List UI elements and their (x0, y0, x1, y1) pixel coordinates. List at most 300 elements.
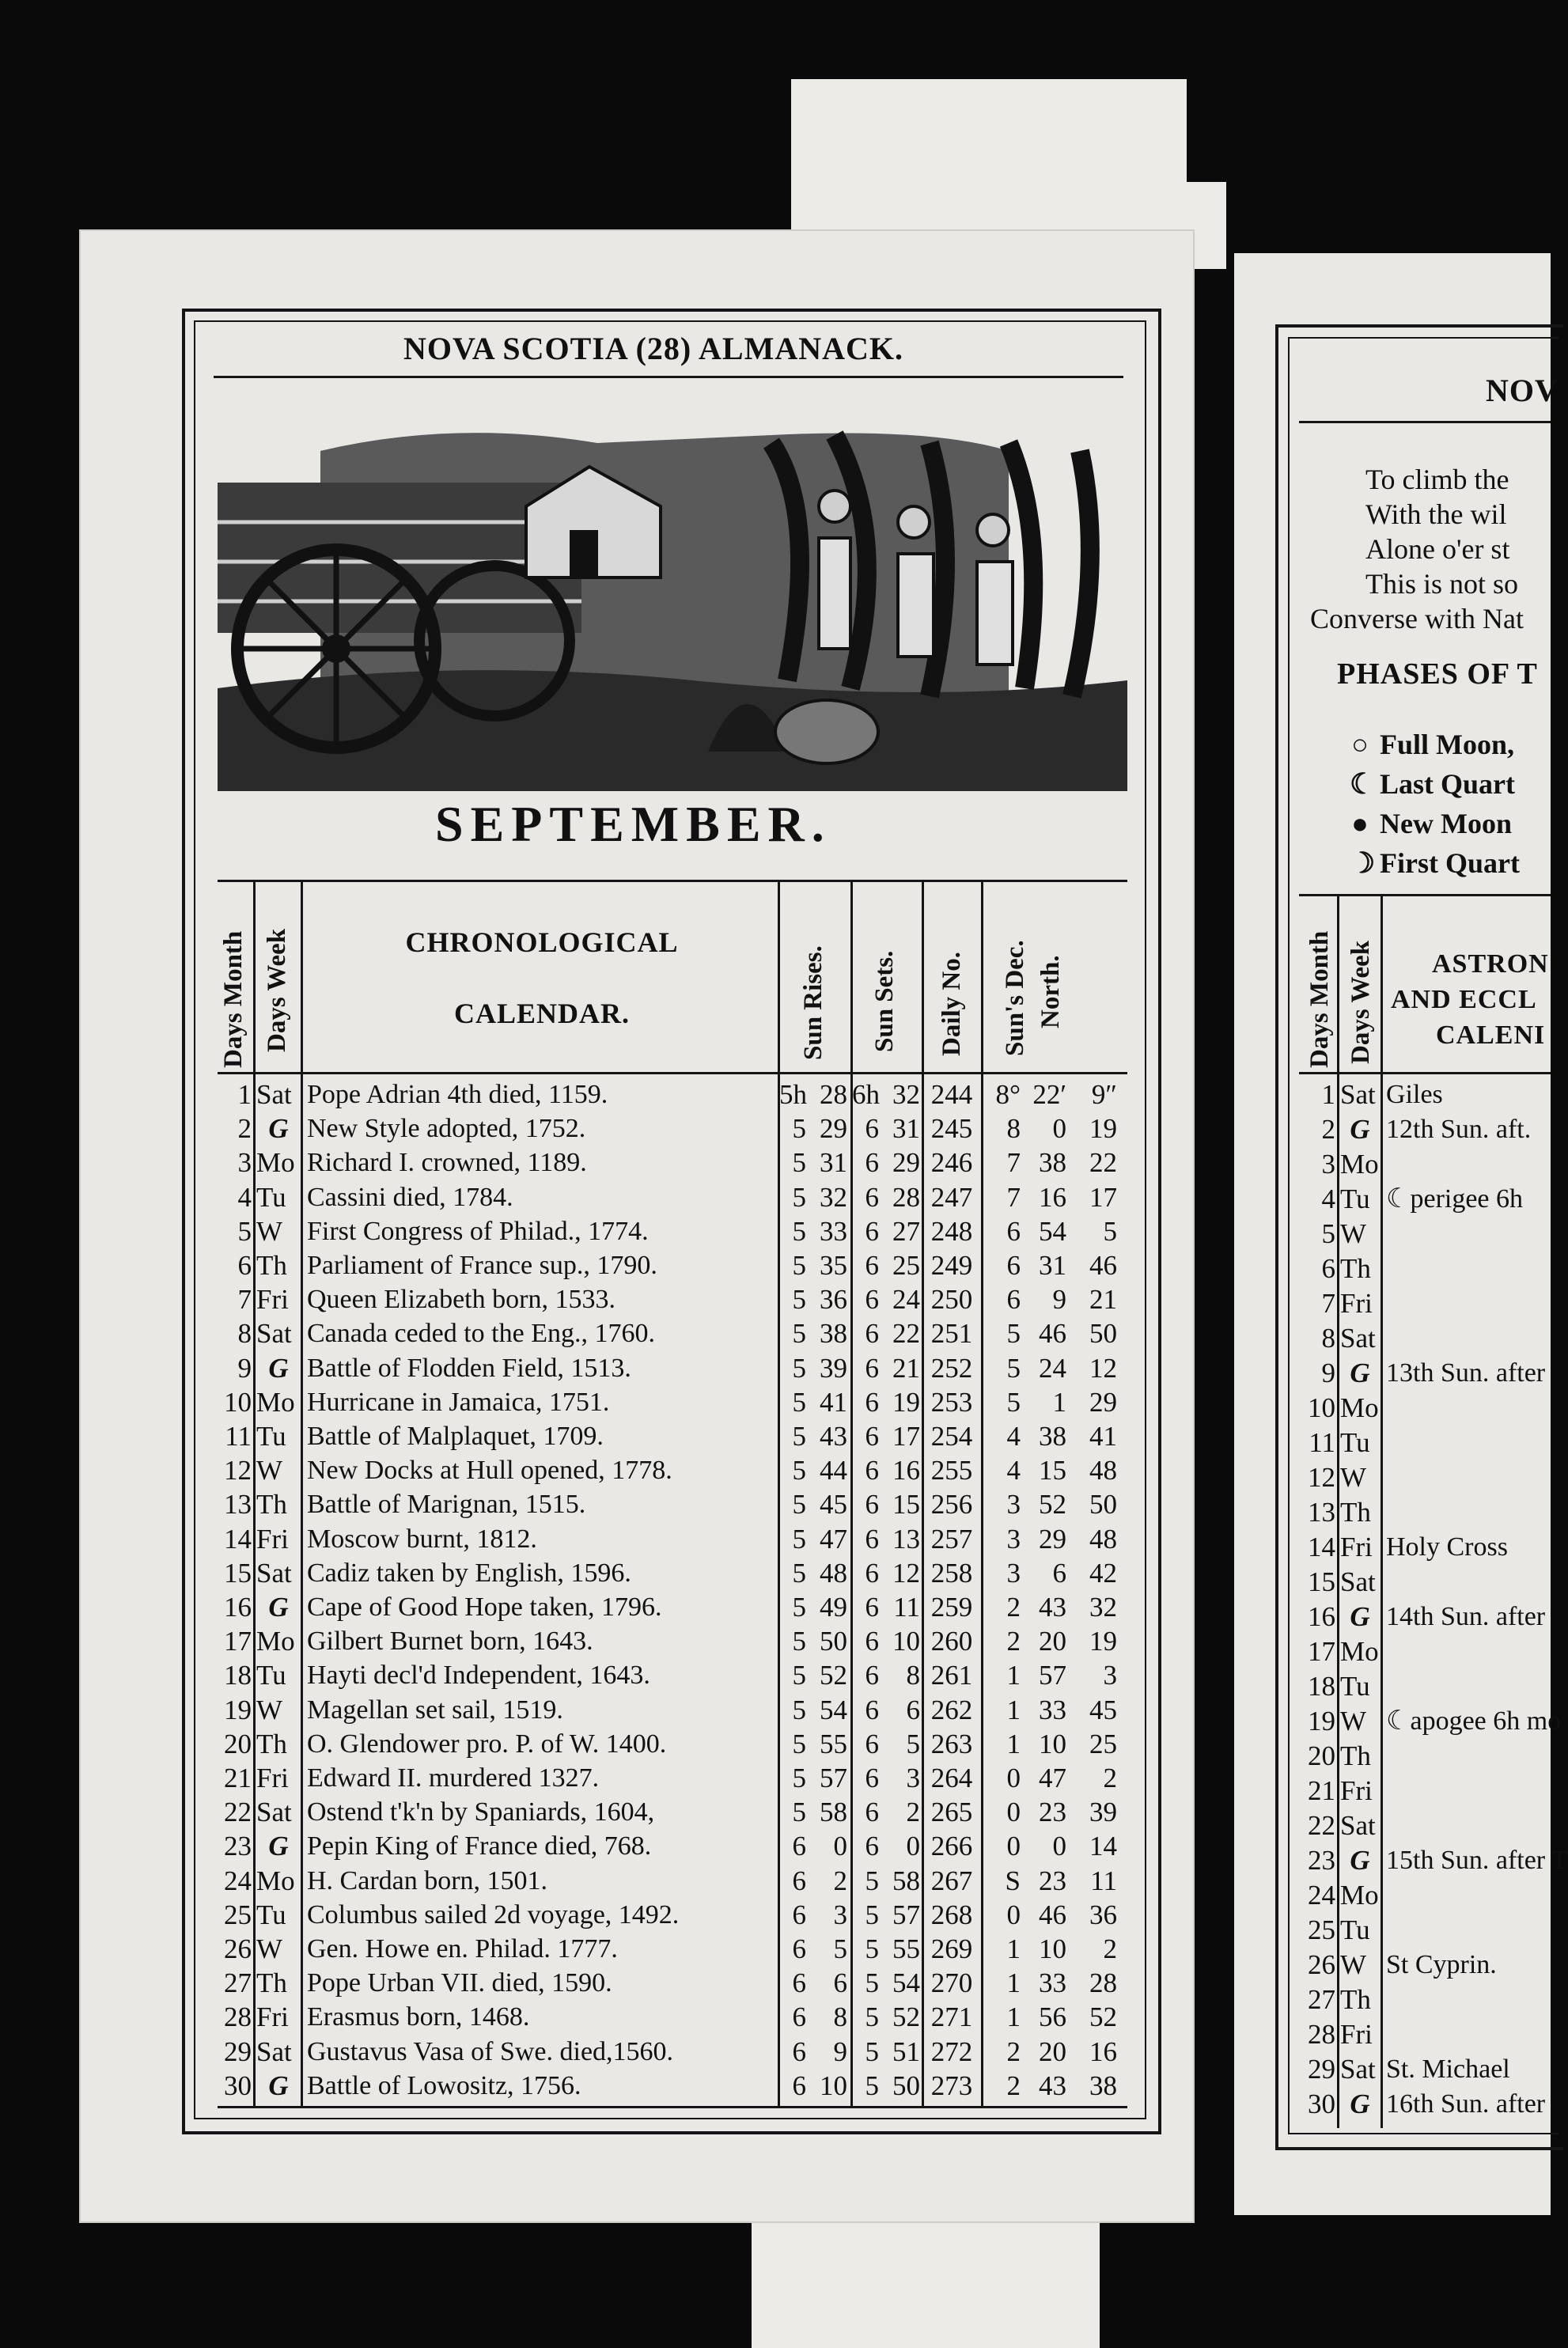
daily-number: 272 (930, 2036, 973, 2067)
sun-rises-hour: 6 (792, 1967, 806, 1999)
sun-rises-hour: 5 (792, 1694, 806, 1725)
day-of-month: 22 (1308, 1810, 1335, 1841)
day-of-week: Mo (1340, 1392, 1379, 1423)
day-of-week: Fri (256, 1523, 289, 1555)
sun-sets-minute: 22 (892, 1318, 920, 1350)
sun-rises-hour: 6 (792, 1899, 806, 1930)
day-of-month: 22 (224, 1797, 252, 1828)
day-of-month: 4 (1321, 1183, 1335, 1214)
day-of-week: G (1350, 1845, 1370, 1876)
right-col-days-month: Days Month (1305, 930, 1334, 1068)
right-col-divider-2 (1381, 894, 1383, 2128)
sun-sets-hour: 6 (865, 1318, 879, 1350)
day-of-month: 6 (1321, 1253, 1335, 1284)
chronological-event: Gen. Howe en. Philad. 1777. (307, 1934, 618, 1964)
declination-minutes: 47 (1039, 1763, 1066, 1793)
sun-rises-minute: 3 (833, 1899, 847, 1930)
daily-number: 268 (930, 1899, 973, 1930)
sun-sets-minute: 31 (892, 1113, 920, 1145)
declination-minutes: 57 (1039, 1660, 1066, 1691)
right-col-cal-line3: CALENI (1436, 1021, 1546, 1050)
declination-seconds: 48 (1089, 1455, 1117, 1486)
sun-rises-hour: 5 (792, 1215, 806, 1247)
sun-rises-minute: 29 (820, 1113, 847, 1145)
sun-rises-minute: 43 (820, 1421, 847, 1452)
left-page (79, 229, 1195, 2223)
sun-sets-hour: 6 (865, 1626, 879, 1657)
declination-minutes: 33 (1039, 1967, 1066, 1999)
day-of-week: W (1340, 1218, 1367, 1249)
day-of-week: Sat (256, 1557, 292, 1589)
full-moon-icon: ○ (1351, 729, 1369, 760)
sun-rises-hour: 5h (779, 1079, 807, 1110)
declination-seconds: 5 (1103, 1215, 1117, 1247)
right-col-days-week: Days Week (1346, 940, 1375, 1064)
ecclesiastical-entry: ☾perigee 6h (1386, 1184, 1524, 1214)
ecclesiastical-entry: 14th Sun. after (1386, 1602, 1546, 1631)
declination-degrees: 8° (995, 1079, 1021, 1110)
sun-sets-minute: 24 (892, 1284, 920, 1316)
sun-rises-minute: 5 (833, 1933, 847, 1964)
sun-rises-hour: 5 (792, 1352, 806, 1384)
day-of-week: Sat (256, 1318, 292, 1350)
sun-rises-hour: 5 (792, 1763, 806, 1793)
sun-rises-minute: 38 (820, 1318, 847, 1350)
day-of-month: 4 (237, 1181, 252, 1213)
sun-rises-hour: 6 (792, 2070, 806, 2101)
ecclesiastical-entry: 16th Sun. after (1386, 2089, 1546, 2119)
sun-sets-hour: 6 (865, 1557, 879, 1589)
sun-rises-hour: 6 (792, 2036, 806, 2067)
chronological-event: First Congress of Philad., 1774. (307, 1216, 649, 1246)
moon-phase-item (1350, 846, 1520, 880)
sun-rises-hour: 5 (792, 1660, 806, 1691)
day-of-month: 16 (224, 1592, 252, 1623)
declination-degrees: 5 (1006, 1386, 1021, 1418)
day-of-month: 19 (224, 1694, 252, 1725)
sun-rises-hour: 6 (792, 2001, 806, 2033)
sun-sets-minute: 57 (892, 1899, 920, 1930)
sun-rises-minute: 52 (820, 1660, 847, 1691)
day-of-week: Mo (1340, 1636, 1379, 1667)
declination-minutes: 24 (1039, 1352, 1066, 1384)
day-of-week: Tu (1340, 1183, 1370, 1214)
ecclesiastical-entry: 13th Sun. after (1386, 1358, 1546, 1388)
sun-sets-minute: 15 (892, 1489, 920, 1521)
declination-minutes: 29 (1039, 1523, 1066, 1555)
sun-sets-minute: 21 (892, 1352, 920, 1384)
day-of-week: W (1340, 1706, 1367, 1736)
chronological-event: Pope Urban VII. died, 1590. (307, 1968, 612, 1998)
daily-number: 267 (930, 1865, 973, 1896)
moon-phase-label: New Moon (1380, 808, 1512, 839)
day-of-week: G (268, 1592, 289, 1623)
col-days-month: Days Month (219, 930, 248, 1068)
declination-degrees: 4 (1006, 1421, 1021, 1452)
sun-rises-minute: 35 (820, 1250, 847, 1281)
sun-rises-minute: 48 (820, 1557, 847, 1589)
day-of-week: Tu (1340, 1914, 1370, 1945)
chronological-event: Richard I. crowned, 1189. (307, 1148, 587, 1178)
day-of-week: G (1350, 2089, 1370, 2119)
sun-sets-hour: 6 (865, 1352, 879, 1384)
declination-degrees: 1 (1006, 1660, 1021, 1691)
declination-minutes: 10 (1039, 1933, 1066, 1964)
declination-minutes: 38 (1039, 1147, 1066, 1179)
day-of-week: Fri (256, 2001, 289, 2033)
sun-rises-minute: 6 (833, 1967, 847, 1999)
day-of-week: Sat (1340, 1323, 1376, 1354)
day-of-week: Fri (1340, 2019, 1373, 2050)
day-of-week: W (256, 1933, 283, 1964)
daily-number: 254 (930, 1421, 973, 1452)
day-of-week: Sat (256, 1079, 292, 1110)
sun-rises-hour: 5 (792, 1284, 806, 1316)
sun-sets-hour: 6 (865, 1386, 879, 1418)
declination-seconds: 48 (1089, 1523, 1117, 1555)
sun-rises-hour: 5 (792, 1797, 806, 1828)
sun-sets-hour: 6 (865, 1284, 879, 1316)
chronological-event: Edward II. murdered 1327. (307, 1763, 600, 1793)
day-of-month: 27 (224, 1967, 252, 1999)
declination-seconds: 2 (1103, 1763, 1117, 1793)
sun-sets-hour: 5 (865, 2001, 879, 2033)
daily-number: 256 (930, 1489, 973, 1521)
sun-rises-minute: 2 (833, 1865, 847, 1896)
poem-line: With the wil (1365, 498, 1507, 530)
sun-sets-minute: 27 (892, 1215, 920, 1247)
declination-degrees: 2 (1006, 1592, 1021, 1623)
declination-degrees: 7 (1006, 1147, 1021, 1179)
day-of-month: 6 (237, 1250, 252, 1281)
col-sun-sets: Sun Sets. (870, 950, 899, 1052)
sun-rises-minute: 41 (820, 1386, 847, 1418)
sun-sets-hour: 6 (865, 1250, 879, 1281)
sun-rises-minute: 31 (820, 1147, 847, 1179)
day-of-month: 25 (224, 1899, 252, 1930)
almanack-header: NOVA SCOTIA (28) ALMANACK. (403, 331, 903, 366)
day-of-month: 29 (224, 2036, 252, 2067)
day-of-week: W (1340, 1949, 1367, 1980)
day-of-month: 19 (1308, 1706, 1335, 1736)
daily-number: 269 (930, 1933, 973, 1964)
right-header-rule (1299, 421, 1551, 423)
day-of-month: 1 (1321, 1079, 1335, 1110)
sun-rises-minute: 36 (820, 1284, 847, 1316)
day-of-month: 23 (224, 1831, 252, 1862)
sun-rises-minute: 54 (820, 1694, 847, 1725)
declination-seconds: 39 (1089, 1797, 1117, 1828)
declination-minutes: 23 (1039, 1797, 1066, 1828)
sun-sets-minute: 50 (892, 2070, 920, 2101)
declination-seconds: 32 (1089, 1592, 1117, 1623)
day-of-week: Sat (1340, 1079, 1376, 1110)
declination-seconds: 19 (1089, 1626, 1117, 1657)
sun-rises-hour: 6 (792, 1831, 806, 1862)
sun-rises-minute: 32 (820, 1181, 847, 1213)
day-of-month: 8 (237, 1318, 252, 1350)
chronological-event: Gustavus Vasa of Swe. died,1560. (307, 2036, 674, 2066)
sun-sets-minute: 25 (892, 1250, 920, 1281)
ecclesiastical-entry: 15th Sun. after T (1386, 1846, 1568, 1875)
right-page (1234, 253, 1568, 2215)
chronological-event: New Docks at Hull opened, 1778. (307, 1456, 672, 1486)
day-of-week: G (268, 1113, 289, 1145)
chronological-event: Cadiz taken by English, 1596. (307, 1558, 631, 1588)
sun-sets-hour: 6 (865, 1523, 879, 1555)
declination-degrees: 2 (1006, 1626, 1021, 1657)
chronological-event: Pepin King of France died, 768. (307, 1831, 652, 1861)
declination-minutes: 16 (1039, 1181, 1066, 1213)
table-head-bottom-rule (218, 1072, 1127, 1074)
daily-number: 253 (930, 1386, 973, 1418)
declination-degrees: 6 (1006, 1250, 1021, 1281)
declination-seconds: 12 (1089, 1352, 1117, 1384)
day-of-month: 9 (237, 1352, 252, 1384)
day-of-month: 3 (237, 1147, 252, 1179)
day-of-week: Th (256, 1250, 287, 1281)
day-of-week: Fri (1340, 1532, 1373, 1562)
day-of-month: 15 (1308, 1566, 1335, 1597)
moon-phase-label: Full Moon, (1380, 729, 1515, 760)
declination-degrees: 0 (1006, 1831, 1021, 1862)
chronological-event: Hurricane in Jamaica, 1751. (307, 1387, 610, 1417)
day-of-month: 1 (237, 1079, 252, 1110)
day-of-week: W (256, 1455, 283, 1486)
day-of-month: 23 (1308, 1845, 1335, 1876)
daily-number: 263 (930, 1728, 973, 1759)
day-of-month: 25 (1308, 1914, 1335, 1945)
sun-rises-hour: 5 (792, 1421, 806, 1452)
chronological-event: Gilbert Burnet born, 1643. (307, 1627, 593, 1657)
sun-sets-hour: 5 (865, 1933, 879, 1964)
declination-minutes: 23 (1039, 1865, 1066, 1896)
sun-rises-minute: 8 (833, 2001, 847, 2033)
chronological-event: Hayti decl'd Independent, 1643. (307, 1661, 650, 1691)
sun-rises-hour: 5 (792, 1523, 806, 1555)
daily-number: 260 (930, 1626, 973, 1657)
sun-rises-hour: 5 (792, 1181, 806, 1213)
table-bottom-rule (218, 2106, 1127, 2108)
declination-seconds: 21 (1089, 1284, 1117, 1316)
day-of-week: Mo (256, 1865, 295, 1896)
sun-rises-minute: 47 (820, 1523, 847, 1555)
sun-rises-minute: 55 (820, 1728, 847, 1759)
harvest-woodcut-illustration (218, 419, 1127, 791)
declination-minutes: 1 (1052, 1386, 1066, 1418)
sun-sets-hour: 5 (865, 2036, 879, 2067)
sun-rises-hour: 6 (792, 1933, 806, 1964)
day-of-month: 14 (224, 1523, 252, 1555)
sun-sets-hour: 5 (865, 2070, 879, 2101)
declination-minutes: 22′ (1032, 1079, 1066, 1110)
daily-number: 257 (930, 1523, 973, 1555)
sun-sets-minute: 16 (892, 1455, 920, 1486)
sun-rises-hour: 5 (792, 1592, 806, 1623)
sun-sets-minute: 0 (906, 1831, 920, 1862)
declination-seconds: 46 (1089, 1250, 1117, 1281)
sun-sets-hour: 6 (865, 1455, 879, 1486)
daily-number: 245 (930, 1113, 973, 1145)
declination-degrees: 5 (1006, 1352, 1021, 1384)
declination-minutes: 31 (1039, 1250, 1066, 1281)
declination-seconds: 14 (1089, 1831, 1117, 1862)
daily-number: 251 (930, 1318, 973, 1350)
moon-phase-item (1350, 807, 1512, 841)
sun-sets-minute: 17 (892, 1421, 920, 1452)
sun-sets-minute: 5 (906, 1728, 920, 1759)
day-of-month: 26 (224, 1933, 252, 1964)
day-of-month: 30 (224, 2070, 252, 2101)
sun-rises-hour: 5 (792, 1113, 806, 1145)
sun-sets-hour: 6 (865, 1728, 879, 1759)
sun-sets-hour: 6 (865, 1181, 879, 1213)
day-of-week: W (256, 1694, 283, 1725)
day-of-week: Mo (256, 1386, 295, 1418)
declination-seconds: 28 (1089, 1967, 1117, 1999)
right-col-cal-line1: ASTRON (1432, 949, 1549, 979)
col-divider-1 (253, 880, 256, 2106)
declination-seconds: 50 (1089, 1489, 1117, 1521)
day-of-month: 3 (1321, 1149, 1335, 1180)
declination-minutes: 54 (1039, 1215, 1066, 1247)
sun-rises-hour: 5 (792, 1557, 806, 1589)
day-of-month: 20 (224, 1728, 252, 1759)
day-of-week: Mo (1340, 1880, 1379, 1911)
declination-degrees: 3 (1006, 1489, 1021, 1521)
declination-minutes: 15 (1039, 1455, 1066, 1486)
sun-rises-hour: 5 (792, 1386, 806, 1418)
right-header: NOV (1486, 373, 1559, 408)
sun-sets-hour: 6 (865, 1831, 879, 1862)
sun-sets-minute: 28 (892, 1181, 920, 1213)
sun-sets-hour: 5 (865, 1865, 879, 1896)
day-of-month: 18 (224, 1660, 252, 1691)
sun-sets-minute: 11 (893, 1592, 920, 1623)
sun-sets-hour: 6 (865, 1215, 879, 1247)
day-of-week: Th (256, 1728, 287, 1759)
moon-phase-label: Last Quart (1380, 768, 1515, 800)
header-rule (214, 376, 1123, 378)
sun-rises-hour: 5 (792, 1318, 806, 1350)
sun-rises-hour: 5 (792, 1147, 806, 1179)
declination-degrees: 1 (1006, 1967, 1021, 1999)
declination-degrees: 4 (1006, 1455, 1021, 1486)
day-of-week: W (1340, 1462, 1367, 1493)
chronological-event: Battle of Malplaquet, 1709. (307, 1422, 604, 1451)
sun-sets-minute: 51 (892, 2036, 920, 2067)
poem-line: Alone o'er st (1365, 533, 1510, 565)
day-of-week: Mo (1340, 1149, 1379, 1180)
sun-sets-minute: 2 (906, 1797, 920, 1828)
sun-sets-hour: 6 (865, 1421, 879, 1452)
declination-degrees: 0 (1006, 1763, 1021, 1793)
day-of-month: 7 (237, 1284, 252, 1316)
day-of-month: 21 (1308, 1775, 1335, 1806)
chronological-event: Battle of Marignan, 1515. (307, 1490, 586, 1520)
declination-seconds: 50 (1089, 1318, 1117, 1350)
month-title: SEPTEMBER. (435, 796, 831, 852)
day-of-week: Mo (256, 1626, 295, 1657)
daily-number: 246 (930, 1147, 973, 1179)
chronological-event: Queen Elizabeth born, 1533. (307, 1285, 615, 1315)
day-of-week: Th (1340, 1740, 1371, 1771)
declination-minutes: 33 (1039, 1694, 1066, 1725)
poem-line: Converse with Nat (1310, 603, 1524, 634)
day-of-week: Tu (1340, 1671, 1370, 1702)
declination-minutes: 38 (1039, 1421, 1066, 1452)
daily-number: 262 (930, 1694, 973, 1725)
declination-seconds: 2 (1103, 1933, 1117, 1964)
sun-sets-hour: 6 (865, 1797, 879, 1828)
day-of-week: G (268, 2070, 289, 2101)
daily-number: 261 (930, 1660, 973, 1691)
daily-number: 270 (930, 1967, 973, 1999)
declination-minutes: 43 (1039, 2070, 1066, 2101)
sun-rises-hour: 5 (792, 1250, 806, 1281)
declination-seconds: 45 (1089, 1694, 1117, 1725)
declination-degrees: 3 (1006, 1523, 1021, 1555)
day-of-month: 11 (225, 1421, 252, 1452)
day-of-week: Tu (1340, 1427, 1370, 1458)
poem-line: To climb the (1365, 464, 1509, 495)
sun-sets-minute: 54 (892, 1967, 920, 1999)
declination-degrees: 6 (1006, 1284, 1021, 1316)
chronological-event: Canada ceded to the Eng., 1760. (307, 1319, 655, 1349)
sun-rises-minute: 57 (820, 1763, 847, 1793)
declination-seconds: 9″ (1091, 1079, 1117, 1110)
declination-minutes: 20 (1039, 1626, 1066, 1657)
day-of-month: 2 (237, 1113, 252, 1145)
chronological-event: Columbus sailed 2d voyage, 1492. (307, 1899, 680, 1930)
declination-minutes: 10 (1039, 1728, 1066, 1759)
day-of-week: Sat (256, 2036, 292, 2067)
declination-seconds: 3 (1103, 1660, 1117, 1691)
day-of-week: Tu (256, 1181, 286, 1213)
chronological-event: Pope Adrian 4th died, 1159. (307, 1080, 608, 1109)
col-calendar-line1: CHRONOLOGICAL (405, 926, 679, 958)
moon-phase-label: First Quart (1380, 847, 1520, 879)
sun-rises-minute: 50 (820, 1626, 847, 1657)
sun-sets-hour: 6 (865, 1592, 879, 1623)
declination-degrees: 3 (1006, 1557, 1021, 1589)
sun-rises-hour: 5 (792, 1489, 806, 1521)
day-of-month: 16 (1308, 1601, 1335, 1632)
declination-minutes: 0 (1052, 1831, 1066, 1862)
declination-degrees: 8 (1006, 1113, 1021, 1145)
sun-sets-hour: 6 (865, 1694, 879, 1725)
col-north: North. (1036, 955, 1065, 1028)
day-of-week: Th (256, 1967, 287, 1999)
sun-sets-minute: 55 (892, 1933, 920, 1964)
day-of-week: G (268, 1831, 289, 1862)
day-of-month: 21 (224, 1763, 252, 1793)
sun-rises-minute: 33 (820, 1215, 847, 1247)
day-of-week: Tu (256, 1899, 286, 1930)
sun-sets-minute: 29 (892, 1147, 920, 1179)
sun-rises-minute: 39 (820, 1352, 847, 1384)
day-of-month: 24 (1308, 1880, 1335, 1911)
declination-seconds: 17 (1089, 1181, 1117, 1213)
day-of-month: 26 (1308, 1949, 1335, 1980)
day-of-week: Th (1340, 1253, 1371, 1284)
daily-number: 244 (930, 1079, 973, 1110)
sun-sets-hour: 5 (865, 1899, 879, 1930)
daily-number: 255 (930, 1455, 973, 1486)
sun-sets-minute: 52 (892, 2001, 920, 2033)
day-of-month: 8 (1321, 1323, 1335, 1354)
daily-number: 266 (930, 1831, 973, 1862)
